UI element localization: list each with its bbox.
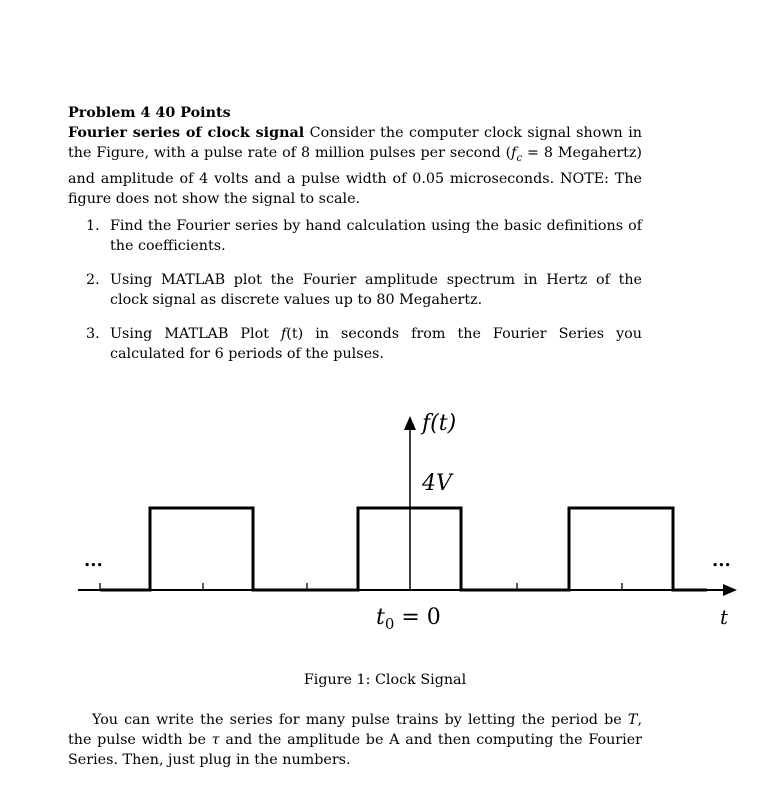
origin-label-t: t xyxy=(376,605,385,630)
fc-subscript: c xyxy=(516,152,523,164)
task-text-before: Using MATLAB Plot xyxy=(110,326,281,342)
footer-text-1: You can write the series for many pulse trains by letting the period be xyxy=(92,712,628,728)
list-item xyxy=(86,216,642,256)
problem-heading: Problem 4 40 Points xyxy=(68,105,231,121)
period-symbol: T xyxy=(627,712,638,728)
intro-text-2: = 8 Megahertz) and amplitude of 4 volts and a pulse width of 0.05 microseconds. NOTE: The figure does not show the signal to scale. xyxy=(68,145,643,207)
list-item xyxy=(86,270,642,310)
task-text-after: in seconds from the Fourier Series you calculated for 6 periods of the pulses. xyxy=(110,326,642,362)
pulse-train xyxy=(100,508,707,590)
footer-paragraph xyxy=(68,710,642,770)
task-number: 1. xyxy=(86,218,100,234)
y-axis-label: f(t) xyxy=(422,411,457,436)
ellipsis-right: ... xyxy=(712,550,731,571)
task-text: Find the Fourier series by hand calculation using the basic definitions of the coefficients. xyxy=(110,218,642,254)
clock-signal-figure xyxy=(0,390,770,640)
task-func: f xyxy=(281,326,287,342)
footer-text-3: and the amplitude be A and then computing the Fourier Series. Then, just plug in the numbers. xyxy=(68,732,642,768)
origin-label-eq: = 0 xyxy=(394,605,441,630)
tau-symbol: τ xyxy=(211,732,220,748)
task-number: 3. xyxy=(86,326,100,342)
fc-symbol: f xyxy=(511,145,517,161)
task-func-arg: (t) xyxy=(286,326,304,342)
problem-block xyxy=(68,103,642,209)
intro-text-1: Consider the computer clock signal shown in the Figure, with a pulse rate of 8 million pulses per second ( xyxy=(68,125,642,161)
origin-label xyxy=(376,605,441,633)
figure-caption: Figure 1: Clock Signal xyxy=(303,672,467,688)
origin-label-sub: 0 xyxy=(384,615,395,633)
x-axis-label: t xyxy=(720,605,729,629)
problem-intro xyxy=(68,123,642,209)
task-number: 2. xyxy=(86,272,100,288)
amplitude-label: 4V xyxy=(422,471,452,496)
footer-text-2: , the pulse width be xyxy=(68,712,642,748)
ellipsis-left: ... xyxy=(84,550,103,571)
task-text: Using MATLAB plot the Fourier amplitude spectrum in Hertz of the clock signal as discrete values up to 80 Megahertz. xyxy=(110,272,642,308)
intro-title: Fourier series of clock signal xyxy=(68,125,305,141)
task-list xyxy=(86,216,642,378)
list-item xyxy=(86,324,642,364)
